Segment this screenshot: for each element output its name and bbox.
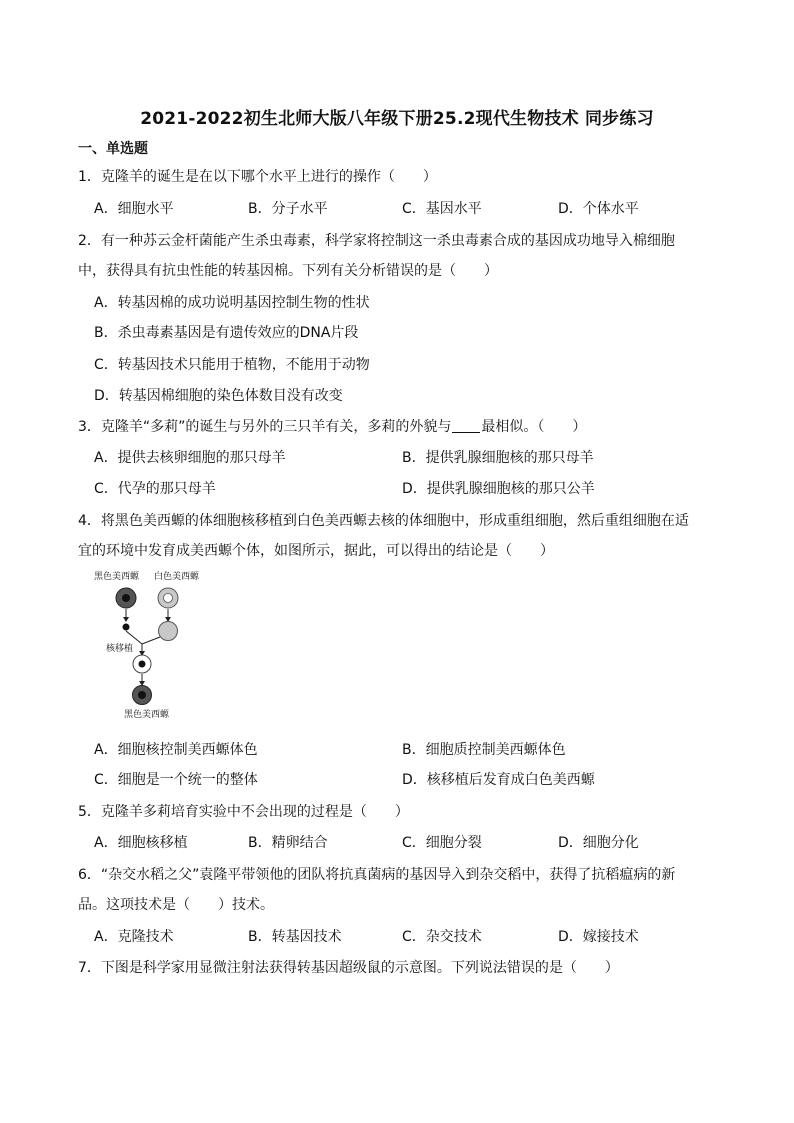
q3-option-b: B．提供乳腺细胞核的那只母羊 [402,450,594,466]
q5-stem: 5．克隆羊多莉培育实验中不会出现的过程是（ ） [78,804,409,820]
q6-option-d: D．嫁接技术 [558,929,639,945]
q4-option-c: C．细胞是一个统一的整体 [94,772,258,788]
q1-stem: 1．克隆羊的诞生是在以下哪个水平上进行的操作（ ） [78,169,437,185]
label-nuclear-transfer: 核移植 [106,644,134,654]
result-black-nucleus [138,691,146,699]
merge-line-left [126,631,142,644]
q1-option-c: C．基因水平 [402,201,482,217]
arrowhead-black-down [123,617,129,622]
q6-option-c: C．杂交技术 [402,929,482,945]
q2-option-c: C．转基因技术只能用于植物，不能用于动物 [94,357,370,373]
q5-option-d: D．细胞分化 [558,835,639,851]
label-white-axolotl: 白色美西螈 [154,572,200,582]
q5-option-c: C．细胞分裂 [402,835,482,851]
merge-line-right [142,637,160,644]
q3-answer-blank [452,418,480,433]
q2-option-a: A．转基因棉的成功说明基因控制生物的性状 [94,295,370,311]
isolated-black-nucleus [123,624,130,631]
nuclear-transfer-diagram [90,568,220,723]
q2-stem-line2: 中，获得具有抗虫性能的转基因棉。下列有关分析错误的是（ ） [78,263,498,279]
white-donor-nucleus [164,594,173,603]
q4-option-a: A．细胞核控制美西螈体色 [94,742,258,758]
q5-option-a: A．细胞核移植 [94,835,188,851]
q4-stem-line2: 宜的环境中发育成美西螈个体，如图所示，据此，可以得出的结论是（ ） [78,543,554,559]
q4-stem-line1: 4．将黑色美西螈的体细胞核移植到白色美西螈去核的体细胞中，形成重组细胞，然后重组细胞在适 [78,513,689,529]
q5-option-b: B．精卵结合 [248,835,328,851]
q4-option-b: B．细胞质控制美西螈体色 [402,742,566,758]
q2-option-b: B．杀虫毒素基因是有遗传效应的DNA片段 [94,325,359,341]
q2-stem-line1: 2．有一种苏云金杆菌能产生杀虫毒素，科学家将控制这一杀虫毒素合成的基因成功地导入棉细胞 [78,233,675,249]
q6-option-b: B．转基因技术 [248,929,342,945]
section-heading: 一、单选题 [78,141,148,157]
nuclear-transfer-svg [90,568,220,723]
recombinant-nucleus [139,661,146,668]
q2-option-d: D．转基因棉细胞的染色体数目没有改变 [94,388,343,404]
q1-option-b: B．分子水平 [248,201,328,217]
q3-stem [78,416,586,436]
q3-option-c: C．代孕的那只母羊 [94,481,216,497]
black-donor-nucleus [122,594,130,602]
q1-option-a: A．细胞水平 [94,201,174,217]
document-title: 2021-2022初生北师大版八年级下册25.2现代生物技术 同步练习 [140,109,654,129]
label-black-axolotl: 黑色美西螈 [94,572,140,582]
q3-stem-post: 最相似。（ ） [481,419,587,435]
q3-option-a: A．提供去核卵细胞的那只母羊 [94,450,286,466]
q4-option-d: D．核移植后发育成白色美西螈 [402,772,595,788]
q3-stem-pre: 3．克隆羊“多莉”的诞生与另外的三只羊有关，多莉的外貌与 [78,419,452,435]
q7-stem: 7．下图是科学家用显微注射法获得转基因超级鼠的示意图。下列说法错误的是（ ） [78,960,619,976]
q6-stem-line1: 6．“杂交水稻之父”袁隆平带领他的团队将抗真菌病的基因导入到杂交稻中，获得了抗稻瘟病的新 [78,867,676,883]
enucleated-white-cell [159,622,178,641]
q1-option-d: D．个体水平 [558,201,639,217]
label-result-axolotl: 黑色美西螈 [124,710,170,720]
q3-option-d: D．提供乳腺细胞核的那只公羊 [402,481,595,497]
q6-option-a: A．克隆技术 [94,929,174,945]
q6-stem-line2: 品。这项技术是（ ）技术。 [78,897,274,913]
